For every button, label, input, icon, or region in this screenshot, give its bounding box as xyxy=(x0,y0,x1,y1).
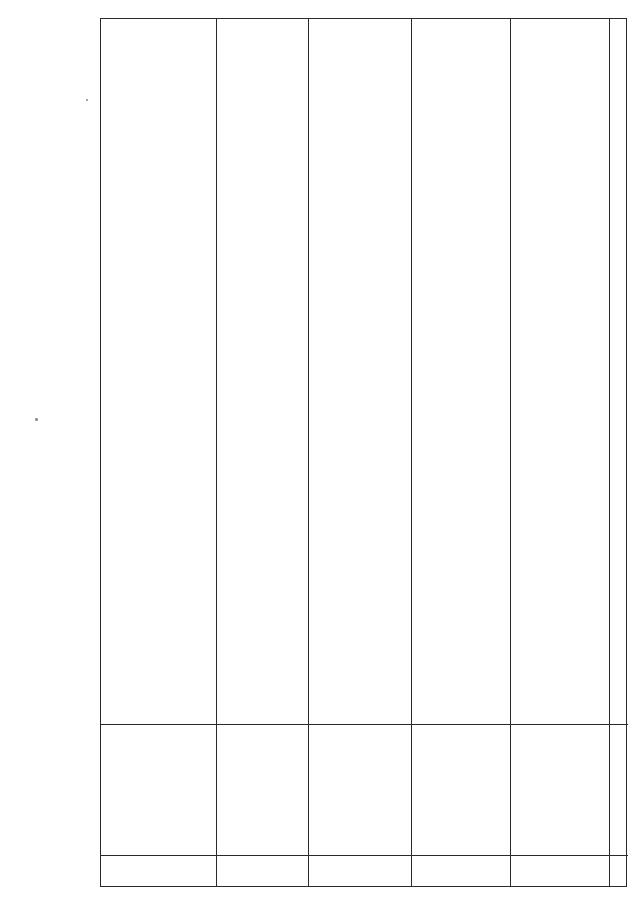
row-number-cell xyxy=(217,855,308,886)
description-cell xyxy=(511,19,609,722)
row-number-cell xyxy=(309,855,411,886)
description-cell xyxy=(610,19,628,722)
row-number-cell xyxy=(101,855,216,886)
row-number-cell xyxy=(511,855,609,886)
description-cell xyxy=(217,19,308,722)
description-cell xyxy=(309,19,411,722)
municipality-cell xyxy=(610,724,628,853)
table-row xyxy=(309,19,412,886)
description-cell xyxy=(101,19,216,722)
municipality-cell xyxy=(309,724,411,853)
table-row xyxy=(412,19,511,886)
municipality-cell xyxy=(217,724,308,853)
scan-speck xyxy=(35,418,38,421)
table-row xyxy=(610,19,628,886)
row-number-cell xyxy=(412,855,510,886)
scan-speck xyxy=(86,99,88,101)
row-number-cell xyxy=(610,855,628,886)
municipality-cell xyxy=(511,724,609,853)
data-table xyxy=(100,18,627,887)
description-cell xyxy=(412,19,510,722)
municipality-cell xyxy=(412,724,510,853)
municipality-cell xyxy=(101,724,216,853)
table-row xyxy=(217,19,309,886)
table-row xyxy=(511,19,610,886)
table-row-continuation xyxy=(101,19,217,886)
